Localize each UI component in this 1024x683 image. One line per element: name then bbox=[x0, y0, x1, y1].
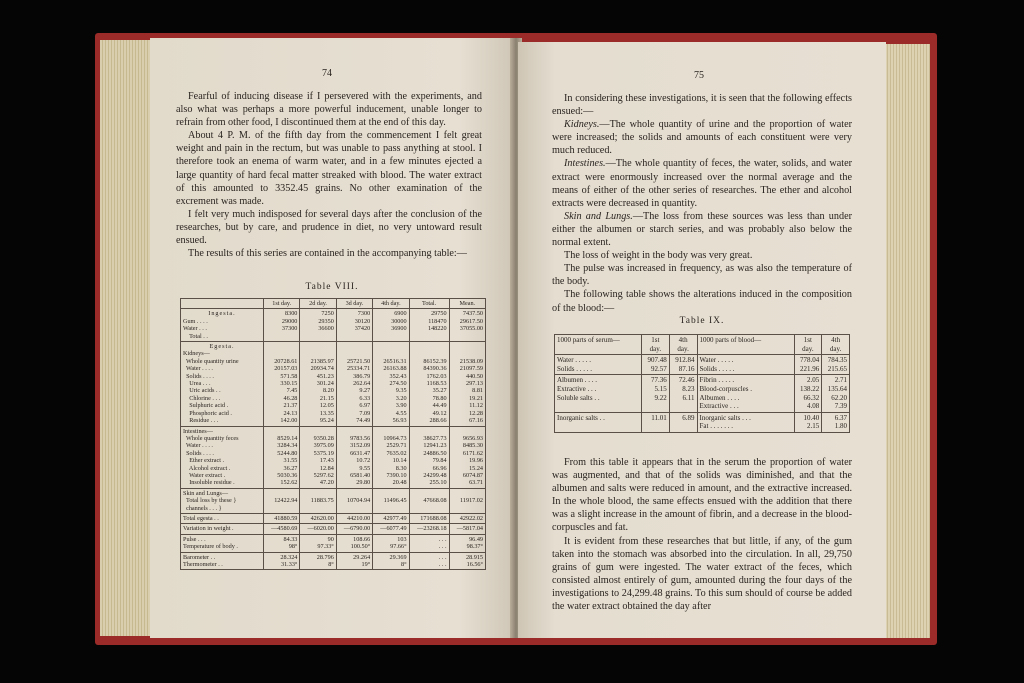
header-cell: 4th day. bbox=[373, 299, 409, 309]
paragraph: About 4 P. M. of the fifth day from the commencement I felt great weight and pain in the rectum, but was unable to pass anything at stool. I therefore took an enema of warm water, and in a few minutes ejected a large quantity of hard fecal matter streaked with blood. The water extract of this amounted to 3352.45 grains. No other examination of the excrement was made. bbox=[176, 130, 482, 207]
table-cell: 9783.56 3152.09 6631.47 10.72 9.55 6581.40 29.80 bbox=[336, 426, 372, 488]
paragraph bbox=[552, 249, 852, 262]
header-cell: 4th day. bbox=[822, 335, 850, 355]
right-body-text bbox=[552, 92, 852, 315]
paragraph-heading: Intestines. bbox=[564, 158, 606, 170]
table-row bbox=[555, 375, 850, 412]
header-cell: 1000 parts of blood— bbox=[697, 335, 794, 355]
table-cell: 108.66 100.50° bbox=[336, 534, 372, 552]
row-label: Skin and Lungs— Total loss by these } channels . . . } bbox=[181, 488, 264, 513]
table-cell: 90 97.33° bbox=[300, 534, 336, 552]
table-cell: 28.324 31.33° bbox=[264, 552, 300, 570]
table-cell bbox=[373, 342, 409, 426]
table-cell bbox=[336, 342, 372, 426]
table-cell: 11883.75 bbox=[300, 488, 336, 513]
table-row bbox=[181, 309, 486, 342]
page-number: 74 bbox=[322, 68, 332, 79]
header-cell: 3d day. bbox=[336, 299, 372, 309]
row-label: Inorganic salts . . bbox=[555, 412, 642, 432]
paragraph-text: —The loss from these sources was less than under either the albumen or starch series, and was probably also below the normal extent. bbox=[552, 210, 853, 249]
table-cell: 29.264 19° bbox=[336, 552, 372, 570]
table-cell: 171688.08 bbox=[409, 513, 449, 523]
cell-values: 26516.31 26163.88 352.43 274.50 9.35 3.20 3.90 4.55 56.93 bbox=[383, 357, 407, 425]
cell-values: 25721.50 25334.71 386.79 262.64 9.27 6.33 6.97 7.09 74.49 bbox=[346, 357, 371, 425]
table-cell bbox=[300, 342, 336, 426]
cell-values: 21538.09 21097.59 440.50 297.13 8.81 19.21 11.12 12.28 67.16 bbox=[459, 357, 483, 425]
table-header-row bbox=[555, 335, 850, 355]
table-cell bbox=[449, 342, 485, 426]
left-page bbox=[150, 38, 514, 638]
table-cell: —6790.00 bbox=[336, 524, 372, 534]
left-page-edges bbox=[100, 40, 152, 636]
paragraph-text: The pulse was increased in frequency, as was also the temperature of the body. bbox=[552, 263, 852, 288]
paragraph-heading: Skin and Lungs. bbox=[564, 210, 633, 222]
table-cell: 29.369 8° bbox=[373, 552, 409, 570]
paragraph bbox=[552, 92, 852, 118]
table-cell: 2.05 138.22 66.32 4.08 bbox=[794, 375, 822, 412]
table-cell: 42620.00 bbox=[300, 513, 336, 523]
header-cell: 4th day. bbox=[669, 335, 697, 355]
table-cell: 7437.50 29617.50 37055.00 bbox=[449, 309, 485, 342]
table-cell: 9350.28 3975.09 5375.19 17.43 12.84 5297.62 47.20 bbox=[300, 426, 336, 488]
table-row bbox=[181, 426, 486, 488]
cell-values: 20728.61 20157.03 571.58 330.15 7.45 46.28 21.37 24.13 142.00 bbox=[274, 357, 298, 425]
table-cell bbox=[409, 342, 449, 426]
paragraph: The results of this series are contained in the accompanying table:— bbox=[188, 248, 467, 260]
paragraph bbox=[552, 118, 852, 157]
table-cell: 84.33 98° bbox=[264, 534, 300, 552]
table-cell: 778.04 221.96 bbox=[794, 355, 822, 375]
table-cell: 10704.94 bbox=[336, 488, 372, 513]
header-cell: 1000 parts of serum— bbox=[555, 335, 642, 355]
table-row bbox=[181, 524, 486, 534]
cell-values: 21385.97 20934.74 451.23 301.24 8.20 21.15 12.05 13.35 95.24 bbox=[310, 357, 334, 425]
paragraph: I felt very much indisposed for several days after the conclusion of the researches, but by care, and prudence in diet, no very untoward result ensued. bbox=[176, 208, 482, 247]
table-cell: 38627.73 12941.23 24886.50 79.84 66.96 24299.48 255.10 bbox=[409, 426, 449, 488]
table-cell: 6.37 1.80 bbox=[822, 412, 850, 432]
header-cell bbox=[181, 299, 264, 309]
table-cell: 72.46 8.23 6.11 bbox=[669, 375, 697, 412]
table-header-row bbox=[181, 299, 486, 309]
table-cell: 912.84 87.16 bbox=[669, 355, 697, 375]
paragraph bbox=[552, 157, 852, 209]
paragraph-text: The loss of weight in the body was very great. bbox=[564, 250, 753, 262]
table-cell: 28.796 8° bbox=[300, 552, 336, 570]
table-cell: 44210.00 bbox=[336, 513, 372, 523]
row-label: Albumen . . . . Extractive . . . Soluble salts . . bbox=[555, 375, 642, 412]
table-cell bbox=[264, 342, 300, 426]
row-label: Pulse . . . Temperature of body . bbox=[181, 534, 264, 552]
table-cell: 11496.45 bbox=[373, 488, 409, 513]
table-caption: Table VIII. bbox=[305, 282, 359, 292]
header-cell: Total. bbox=[409, 299, 449, 309]
table-cell: 10964.73 2529.71 7635.02 10.14 8.30 7390.10 20.48 bbox=[373, 426, 409, 488]
paragraph-text: In considering these investigations, it is seen that the following effects ensued:— bbox=[552, 93, 852, 118]
table-caption: Table IX. bbox=[679, 316, 725, 326]
row-label: Intestines— Whole quantity feces Water . . . . Solids . . . . Ether extract . Alcohol extract . Water extract . Insoluble residue . bbox=[181, 426, 264, 488]
header-cell: Mean. bbox=[449, 299, 485, 309]
paragraph bbox=[552, 288, 852, 314]
row-label: Fibrin . . . . . Blood-corpuscles . Albumen . . . . Extractive . . . bbox=[697, 375, 794, 412]
cell-values: 86152.39 84390.36 1762.03 1168.53 35.27 78.80 44.49 49.12 288.66 bbox=[423, 357, 447, 425]
right-body-text-after bbox=[552, 456, 852, 613]
table-row bbox=[181, 534, 486, 552]
table-cell: 784.35 215.65 bbox=[822, 355, 850, 375]
table-cell: 11917.02 bbox=[449, 488, 485, 513]
table-cell: 10.40 2.15 bbox=[794, 412, 822, 432]
section-title: Egesta. bbox=[209, 343, 235, 351]
left-body-text bbox=[176, 90, 482, 260]
header-cell: 2d day. bbox=[300, 299, 336, 309]
table-row bbox=[181, 488, 486, 513]
row-label: Variation in weight . bbox=[181, 524, 264, 534]
table-cell: 96.49 98.37° bbox=[449, 534, 485, 552]
paragraph-text: The following table shows the alterations induced in the composition of the blood:— bbox=[552, 289, 852, 314]
table-row bbox=[555, 412, 850, 432]
table-cell: . . . . . . bbox=[409, 552, 449, 570]
table-cell: 7300 30120 37420 bbox=[336, 309, 372, 342]
paragraph: It is evident from these researches that but little, if any, of the gum taken into the stomach was absorbed into the circulation. In all, 29,750 grains of gum were ingested. The water extract of the feces, which consisted almost entirely of gum, amounted during the four days of the investigations to 24,299.48 grains. To this sum should of course be added the water extract obtained the day after bbox=[552, 535, 852, 613]
table-cell: 11.01 bbox=[642, 412, 670, 432]
table-cell: 7250 29350 36600 bbox=[300, 309, 336, 342]
section-title: Ingesta. bbox=[208, 310, 236, 318]
row-label: Total egesta . . bbox=[181, 513, 264, 523]
table-row bbox=[181, 513, 486, 523]
table-cell: —6077.49 bbox=[373, 524, 409, 534]
table-cell: —5817.04 bbox=[449, 524, 485, 534]
table-cell: —4580.69 bbox=[264, 524, 300, 534]
table-cell: 6.89 bbox=[669, 412, 697, 432]
table-cell: 77.36 5.15 9.22 bbox=[642, 375, 670, 412]
paragraph bbox=[552, 210, 852, 249]
right-page-edges bbox=[882, 44, 930, 638]
table-row bbox=[181, 342, 486, 426]
row-label bbox=[181, 342, 264, 426]
table-cell: 29750 118470 148220 bbox=[409, 309, 449, 342]
table-cell: 2.71 135.64 62.20 7.39 bbox=[822, 375, 850, 412]
paragraph-text: —The whole quantity of urine and the proportion of water were increased; the solids and amounts of each constituent were very much reduced. bbox=[552, 119, 852, 157]
row-label-lines: Kidneys— Whole quantity urine Water . . . . Solids . . . . Urea . . . Uric acids . . Chlorine . . . Sulphuric acid . Phosphoric acid . Residue . . . bbox=[183, 350, 239, 425]
paragraph: From this table it appears that in the serum the proportion of water was augmented, and that of the solids was diminished, and that the albumen and salts were reduced in amount, and the extractive increased. In the whole blood, the same effects ensued with the addition that there was a slight increase in the amount of fibrin, and a decrease in the blood-corpuscles and fat. bbox=[552, 457, 852, 534]
paragraph-text: —The whole quantity of feces, the water, solids, and water extract were enormously increased over the normal average and the means of either of the other series of researches. The ether and alcohol extracts were decreased in quantity. bbox=[552, 158, 852, 209]
table-cell: 8300 29000 37300 bbox=[264, 309, 300, 342]
header-cell: 1st day. bbox=[264, 299, 300, 309]
row-label: Water . . . . . Solids . . . . . bbox=[555, 355, 642, 375]
table-cell: 12422.94 bbox=[264, 488, 300, 513]
table-cell: 9656.93 8485.30 6171.62 19.96 15.24 6074.87 63.71 bbox=[449, 426, 485, 488]
table-cell: 8529.14 3284.34 5244.80 31.55 36.27 5030.36 152.62 bbox=[264, 426, 300, 488]
table-cell: . . . . . . bbox=[409, 534, 449, 552]
table-cell: 28.915 16.56° bbox=[449, 552, 485, 570]
right-page bbox=[518, 42, 886, 638]
header-cell: 1st day. bbox=[642, 335, 670, 355]
table-cell: 47668.08 bbox=[409, 488, 449, 513]
table-cell: 907.48 92.57 bbox=[642, 355, 670, 375]
table-row bbox=[555, 355, 850, 375]
table-cell: 42922.02 bbox=[449, 513, 485, 523]
paragraph bbox=[552, 262, 852, 288]
row-label: Barometer . . Thermometer . . bbox=[181, 552, 264, 570]
paragraph-heading: Kidneys. bbox=[564, 119, 600, 131]
row-label-lines: Gum . . . . Water . . . Total . . bbox=[183, 317, 208, 340]
header-cell: 1st day. bbox=[794, 335, 822, 355]
page-number: 75 bbox=[694, 70, 704, 81]
table-cell: —23268.18 bbox=[409, 524, 449, 534]
paragraph: Fearful of inducing disease if I persevered with the experiments, and also what was perhaps a more powerful inducement, unable longer to refrain from other food, I discontinued them at the end of this day. bbox=[176, 91, 482, 129]
row-label bbox=[181, 309, 264, 342]
table-row bbox=[181, 552, 486, 570]
table-cell: 41880.59 bbox=[264, 513, 300, 523]
table-ix bbox=[554, 334, 850, 433]
table-cell: 42977.49 bbox=[373, 513, 409, 523]
table-cell: —6020.00 bbox=[300, 524, 336, 534]
table-cell: 6900 30000 36900 bbox=[373, 309, 409, 342]
row-label: Water . . . . . Solids . . . . . bbox=[697, 355, 794, 375]
table-viii bbox=[180, 298, 486, 570]
row-label: Inorganic salts . . . Fat . . . . . . . bbox=[697, 412, 794, 432]
table-cell: 103 97.66° bbox=[373, 534, 409, 552]
